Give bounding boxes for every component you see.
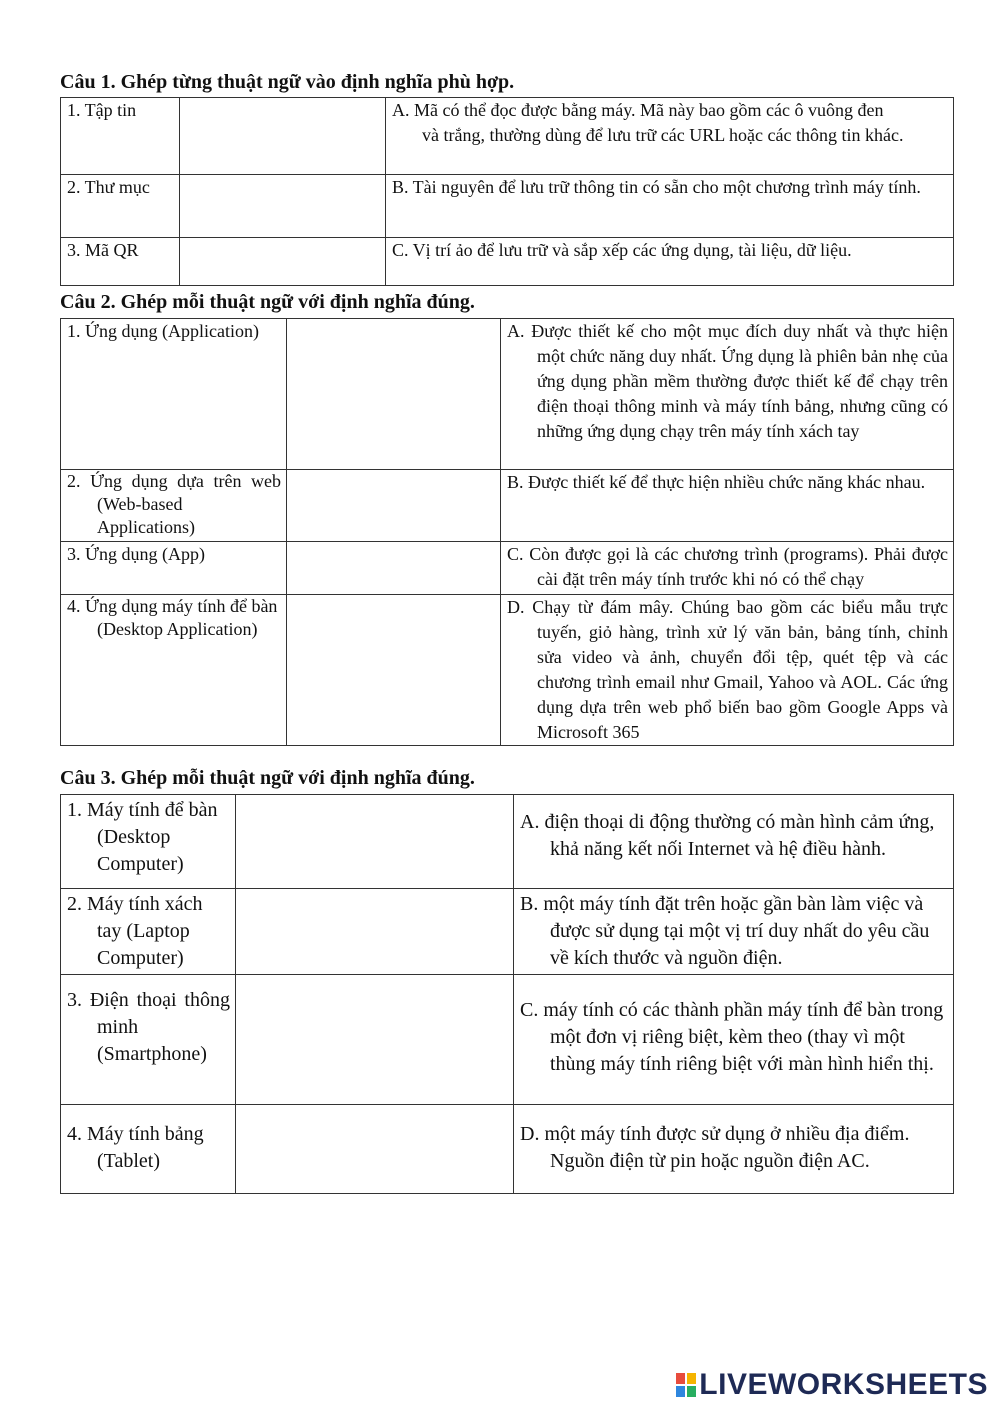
definition-cell: A. điện thoại di động thường có màn hình cảm ứng, khả năng kết nối Internet và hệ điều hành. [514,795,954,889]
table-row [61,319,954,470]
table-row [61,1105,954,1194]
q1-title: Câu 1. Ghép từng thuật ngữ vào định nghĩa phù hợp. [60,71,515,93]
term-cell: 3. Điện thoại thông minh (Smartphone) [61,975,236,1105]
table-row [61,175,954,238]
liveworksheets-logo [676,1368,988,1402]
table-row [61,238,954,286]
answer-drop-box[interactable] [236,1105,514,1194]
table-row [61,795,954,889]
answer-drop-box[interactable] [236,889,514,975]
answer-drop-box[interactable] [236,975,514,1105]
q2-table [60,318,954,746]
definition-cell: B. một máy tính đặt trên hoặc gần bàn làm việc và được sử dụng tại một vị trí duy nhất do yêu cầu về kích thước và nguồn điện. [514,889,954,975]
term-cell: 3. Ứng dụng (App) [61,542,287,595]
answer-drop-box[interactable] [287,595,501,746]
q2-title: Câu 2. Ghép mỗi thuật ngữ với định nghĩa đúng. [60,291,475,313]
answer-drop-box[interactable] [180,98,386,175]
table-row [61,595,954,746]
term-cell: 3. Mã QR [61,238,180,286]
term-cell: 2. Thư mục [61,175,180,238]
q3-table [60,794,954,1194]
table-row [61,542,954,595]
definition-continued-text: và trắng, thường dùng để lưu trữ các URL hoặc các thông tin khác. [422,125,904,145]
answer-drop-box[interactable] [236,795,514,889]
logo-text: LIVEWORKSHEETS [699,1368,988,1401]
definition-cell: C. Vị trí ảo để lưu trữ và sắp xếp các ứng dụng, tài liệu, dữ liệu. [386,238,954,286]
definition-cell: B. Tài nguyên để lưu trữ thông tin có sẵn cho một chương trình máy tính. [386,175,954,238]
definition-cell [386,98,954,175]
q1-table [60,97,954,286]
table-row [61,975,954,1105]
answer-drop-box[interactable] [287,542,501,595]
definition-cell: A. Được thiết kế cho một mục đích duy nhất và thực hiện một chức năng duy nhất. Ứng dụng là phiên bản nhẹ của ứng dụng phần mềm thường được thiết kế để chạy trên điện thoại thông minh và máy tính bảng, nhưng cũng có những ứng dụng chạy trên máy tính xách tay [501,319,954,470]
answer-drop-box[interactable] [180,238,386,286]
definition-cell: C. Còn được gọi là các chương trình (programs). Phải được cài đặt trên máy tính trước khi nó có thể chạy [501,542,954,595]
term-cell: 2. Máy tính xách tay (Laptop Computer) [61,889,236,975]
table-row [61,889,954,975]
table-row [61,470,954,542]
term-cell: 4. Ứng dụng máy tính để bàn (Desktop Application) [61,595,287,746]
table-row [61,98,954,175]
q3-title: Câu 3. Ghép mỗi thuật ngữ với định nghĩa đúng. [60,767,475,789]
definition-text: A. Mã có thể đọc được bằng máy. Mã này bao gồm các ô vuông đen [392,100,884,120]
term-cell: 1. Máy tính để bàn (Desktop Computer) [61,795,236,889]
term-cell: 1. Tập tin [61,98,180,175]
definition-cell: D. Chạy từ đám mây. Chúng bao gồm các biểu mẫu trực tuyến, giỏ hàng, trình xử lý văn bản, bảng tính, chỉnh sửa video và ảnh, chuyển đổi tệp, quét tệp và các chương trình email như Gmail, Yahoo và AOL. Các ứng dụng dựa trên web phổ biến bao gồm Google Apps và Microsoft 365 [501,595,954,746]
answer-drop-box[interactable] [287,319,501,470]
term-cell: 4. Máy tính bảng (Tablet) [61,1105,236,1194]
term-cell: 2. Ứng dụng dựa trên web (Web-based Applications) [61,470,287,542]
liveworksheets-icon [676,1373,696,1397]
term-cell: 1. Ứng dụng (Application) [61,319,287,470]
definition-cell: D. một máy tính được sử dụng ở nhiều địa điểm. Nguồn điện từ pin hoặc nguồn điện AC. [514,1105,954,1194]
definition-cell: B. Được thiết kế để thực hiện nhiều chức năng khác nhau. [501,470,954,542]
answer-drop-box[interactable] [287,470,501,542]
definition-cell: C. máy tính có các thành phần máy tính để bàn trong một đơn vị riêng biệt, kèm theo (thay vì một thùng máy tính riêng biệt với màn hình hiển thị. [514,975,954,1105]
answer-drop-box[interactable] [180,175,386,238]
